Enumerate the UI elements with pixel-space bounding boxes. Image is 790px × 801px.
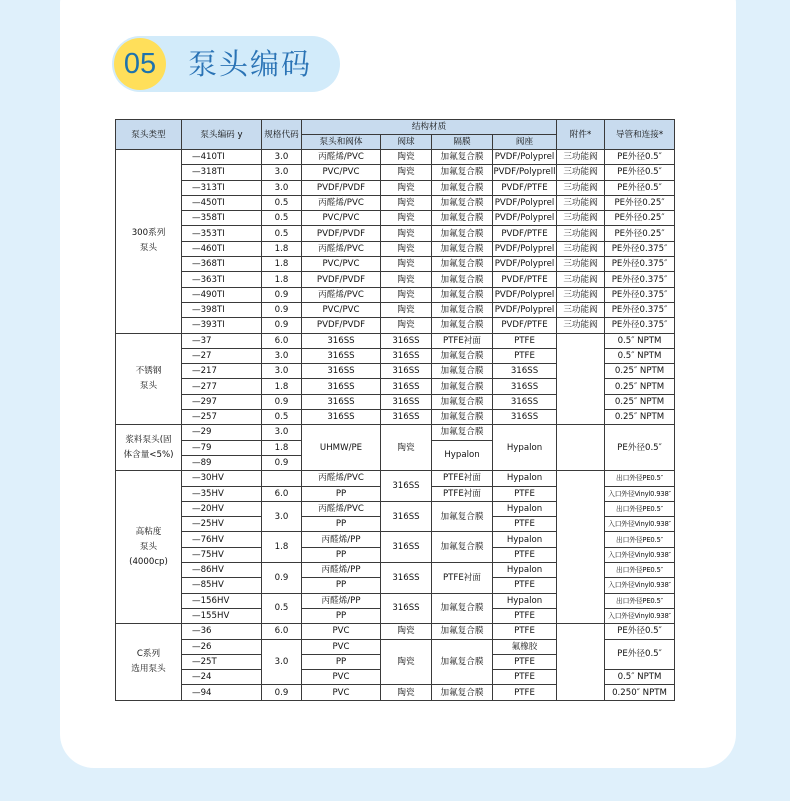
- spec-cell: 3.0: [262, 180, 302, 195]
- body-cell: PVDF/PVDF: [302, 318, 381, 333]
- body-cell: PVC: [302, 624, 381, 639]
- accessory-cell: 三功能阀: [557, 257, 605, 272]
- spec-cell: 6.0: [262, 624, 302, 639]
- table-row: [116, 211, 675, 226]
- connection-cell: 出口外径PE0.5″: [605, 501, 675, 516]
- seat-cell: PTFE: [493, 608, 557, 623]
- body-cell: 丙醛烯/PVC: [302, 241, 381, 256]
- connection-cell: 0.25″ NPTM: [605, 394, 675, 409]
- ball-cell: 陶瓷: [381, 257, 432, 272]
- ball-cell: 陶瓷: [381, 195, 432, 210]
- code-cell: —217: [182, 364, 262, 379]
- body-cell: PP: [302, 654, 381, 669]
- connection-cell: 出口外径PE0.5″: [605, 593, 675, 608]
- seat-cell: PVDF/PTFE: [493, 226, 557, 241]
- ball-cell: 陶瓷: [381, 241, 432, 256]
- code-cell: —37: [182, 333, 262, 348]
- seat-cell: Hypalon: [493, 471, 557, 486]
- code-cell: —368TI: [182, 257, 262, 272]
- code-cell: —156HV: [182, 593, 262, 608]
- code-cell: —86HV: [182, 563, 262, 578]
- seat-cell: 316SS: [493, 394, 557, 409]
- code-cell: —94: [182, 685, 262, 700]
- code-cell: —26: [182, 639, 262, 654]
- body-cell: 丙醛烯/PP: [302, 563, 381, 578]
- seat-cell: PVDF/Polyprel: [493, 150, 557, 165]
- connection-cell: PE外径0.375″: [605, 241, 675, 256]
- body-cell: PP: [302, 517, 381, 532]
- code-cell: —358TI: [182, 211, 262, 226]
- spec-cell: 1.8: [262, 257, 302, 272]
- connection-cell: 入口外径Vinyl0.938″: [605, 608, 675, 623]
- connection-cell: PE外径0.375″: [605, 318, 675, 333]
- seat-cell: PTFE: [493, 486, 557, 501]
- diaphragm-cell: 加氟复合膜: [432, 257, 493, 272]
- seat-cell: PTFE: [493, 578, 557, 593]
- code-cell: —29: [182, 425, 262, 440]
- seat-cell: 316SS: [493, 410, 557, 425]
- ball-cell: 陶瓷: [381, 226, 432, 241]
- seat-cell: Hypalon: [493, 425, 557, 471]
- table-row: [116, 272, 675, 287]
- seat-cell: PVDF/Polyprel: [493, 195, 557, 210]
- diaphragm-cell: PTFE衬面: [432, 486, 493, 501]
- header-ball: 阀球: [381, 135, 432, 150]
- code-cell: —36: [182, 624, 262, 639]
- diaphragm-cell: 加氟复合膜: [432, 532, 493, 563]
- code-cell: —318TI: [182, 165, 262, 180]
- seat-cell: PVDF/PTFE: [493, 180, 557, 195]
- code-cell: —398TI: [182, 302, 262, 317]
- code-cell: —410TI: [182, 150, 262, 165]
- connection-cell: 入口外径Vinyl0.938″: [605, 578, 675, 593]
- connection-cell: 0.5″ NPTM: [605, 670, 675, 685]
- connection-cell: PE外径0.5″: [605, 425, 675, 471]
- section-number-badge: 05: [114, 38, 166, 90]
- spec-cell: 0.9: [262, 318, 302, 333]
- table-body: [116, 150, 675, 701]
- table-header: [116, 120, 675, 150]
- connection-cell: 出口外径PE0.5″: [605, 471, 675, 486]
- spec-cell: 1.8: [262, 532, 302, 563]
- code-cell: —313TI: [182, 180, 262, 195]
- spec-cell: 6.0: [262, 486, 302, 501]
- body-cell: PVDF/PVDF: [302, 226, 381, 241]
- connection-cell: PE外径0.5″: [605, 639, 675, 670]
- diaphragm-cell: 加氟复合膜: [432, 211, 493, 226]
- connection-cell: 入口外径Vinyl0.938″: [605, 547, 675, 562]
- diaphragm-cell: 加氟复合膜: [432, 394, 493, 409]
- group-label: 浆料泵头(固 体含量<5%): [116, 425, 182, 471]
- header-structure-material: 结构材质: [302, 120, 557, 135]
- seat-cell: PVDF/Polyprel: [493, 302, 557, 317]
- table-row: [116, 333, 675, 348]
- body-cell: 丙醛烯/PVC: [302, 287, 381, 302]
- body-cell: 316SS: [302, 364, 381, 379]
- accessory-cell: 三功能阀: [557, 165, 605, 180]
- code-cell: —25T: [182, 654, 262, 669]
- table-row: [116, 257, 675, 272]
- body-cell: PP: [302, 608, 381, 623]
- accessory-cell: 三功能阀: [557, 226, 605, 241]
- seat-cell: PVDF/Polyprel: [493, 287, 557, 302]
- diaphragm-cell: 加氟复合膜: [432, 180, 493, 195]
- connection-cell: PE外径0.5″: [605, 180, 675, 195]
- accessory-cell: 三功能阀: [557, 302, 605, 317]
- code-cell: —363TI: [182, 272, 262, 287]
- code-cell: —277: [182, 379, 262, 394]
- header-tube-connection: 导管和连接*: [605, 120, 675, 150]
- connection-cell: 0.5″ NPTM: [605, 348, 675, 363]
- code-cell: —297: [182, 394, 262, 409]
- ball-cell: 316SS: [381, 532, 432, 563]
- diaphragm-cell: 加氟复合膜: [432, 195, 493, 210]
- table-row: [116, 150, 675, 165]
- table-row: [116, 226, 675, 241]
- body-cell: 丙醛烯/PVC: [302, 150, 381, 165]
- diaphragm-cell: 加氟复合膜: [432, 241, 493, 256]
- accessory-cell: [557, 471, 605, 624]
- body-cell: 316SS: [302, 379, 381, 394]
- connection-cell: PE外径0.25″: [605, 195, 675, 210]
- diaphragm-cell: 加氟复合膜: [432, 410, 493, 425]
- seat-cell: Hypalon: [493, 532, 557, 547]
- body-cell: PP: [302, 578, 381, 593]
- diaphragm-cell: 加氟复合膜: [432, 287, 493, 302]
- spec-cell: 3.0: [262, 425, 302, 440]
- spec-cell: 0.5: [262, 211, 302, 226]
- body-cell: 316SS: [302, 348, 381, 363]
- ball-cell: 316SS: [381, 501, 432, 532]
- connection-cell: 0.25″ NPTM: [605, 410, 675, 425]
- code-cell: —35HV: [182, 486, 262, 501]
- spec-cell: 0.5: [262, 593, 302, 624]
- diaphragm-cell: 加氟复合膜: [432, 150, 493, 165]
- connection-cell: 出口外径PE0.5″: [605, 532, 675, 547]
- table-row: [116, 302, 675, 317]
- body-cell: 丙醛烯/PP: [302, 593, 381, 608]
- ball-cell: 陶瓷: [381, 165, 432, 180]
- body-cell: PVC: [302, 685, 381, 700]
- header-seat: 阀座: [493, 135, 557, 150]
- connection-cell: 出口外径PE0.5″: [605, 563, 675, 578]
- table-row: [116, 624, 675, 639]
- ball-cell: 316SS: [381, 333, 432, 348]
- connection-cell: 入口外径Vinyl0.938″: [605, 486, 675, 501]
- ball-cell: 316SS: [381, 379, 432, 394]
- code-cell: —79: [182, 440, 262, 455]
- code-cell: —257: [182, 410, 262, 425]
- spec-cell: 3.0: [262, 150, 302, 165]
- connection-cell: PE外径0.375″: [605, 302, 675, 317]
- body-cell: 丙醛烯/PVC: [302, 471, 381, 486]
- connection-cell: PE外径0.375″: [605, 287, 675, 302]
- ball-cell: 陶瓷: [381, 211, 432, 226]
- ball-cell: 陶瓷: [381, 180, 432, 195]
- diaphragm-cell: 加氟复合膜: [432, 165, 493, 180]
- seat-cell: PTFE: [493, 670, 557, 685]
- table-row: [116, 195, 675, 210]
- connection-cell: PE外径0.5″: [605, 150, 675, 165]
- connection-cell: PE外径0.375″: [605, 257, 675, 272]
- diaphragm-cell: PTFE衬面: [432, 471, 493, 486]
- pump-head-code-table: [115, 119, 675, 701]
- accessory-cell: [557, 333, 605, 425]
- seat-cell: Hypalon: [493, 501, 557, 516]
- ball-cell: 316SS: [381, 348, 432, 363]
- seat-cell: PVDF/PTFE: [493, 318, 557, 333]
- diaphragm-cell: 加氟复合膜: [432, 226, 493, 241]
- seat-cell: PTFE: [493, 348, 557, 363]
- code-cell: —353TI: [182, 226, 262, 241]
- diaphragm-cell: 加氟复合膜: [432, 639, 493, 685]
- accessory-cell: 三功能阀: [557, 195, 605, 210]
- spec-cell: 0.9: [262, 394, 302, 409]
- body-cell: PVC/PVC: [302, 211, 381, 226]
- connection-cell: 0.25″ NPTM: [605, 379, 675, 394]
- accessory-cell: [557, 425, 605, 471]
- spec-cell: 3.0: [262, 364, 302, 379]
- body-cell: UHMW/PE: [302, 425, 381, 471]
- ball-cell: 陶瓷: [381, 318, 432, 333]
- group-label: C系列 选用泵头: [116, 624, 182, 700]
- diaphragm-cell: 加氟复合膜: [432, 348, 493, 363]
- seat-cell: 316SS: [493, 379, 557, 394]
- code-cell: —155HV: [182, 608, 262, 623]
- body-cell: PP: [302, 486, 381, 501]
- body-cell: 丙醛烯/PVC: [302, 195, 381, 210]
- spec-cell: 3.0: [262, 348, 302, 363]
- body-cell: 316SS: [302, 394, 381, 409]
- code-cell: —30HV: [182, 471, 262, 486]
- diaphragm-cell: 加氟复合膜: [432, 318, 493, 333]
- connection-cell: PE外径0.375″: [605, 272, 675, 287]
- seat-cell: PTFE: [493, 517, 557, 532]
- seat-cell: PTFE: [493, 624, 557, 639]
- connection-cell: PE外径0.5″: [605, 624, 675, 639]
- body-cell: 316SS: [302, 410, 381, 425]
- accessory-cell: 三功能阀: [557, 211, 605, 226]
- code-cell: —490TI: [182, 287, 262, 302]
- code-cell: —20HV: [182, 501, 262, 516]
- code-cell: —27: [182, 348, 262, 363]
- table-row: [116, 180, 675, 195]
- body-cell: PVDF/PVDF: [302, 272, 381, 287]
- ball-cell: 陶瓷: [381, 150, 432, 165]
- diaphragm-cell: PTFE衬面: [432, 563, 493, 594]
- accessory-cell: 三功能阀: [557, 150, 605, 165]
- spec-cell: 0.5: [262, 226, 302, 241]
- section-title: 泵头编码: [188, 47, 313, 81]
- table-row: [116, 471, 675, 486]
- spec-cell: 0.9: [262, 685, 302, 700]
- group-label: 300系列 泵头: [116, 150, 182, 334]
- connection-cell: PE外径0.5″: [605, 165, 675, 180]
- body-cell: 丙醛烯/PP: [302, 532, 381, 547]
- seat-cell: Hypalon: [493, 563, 557, 578]
- accessory-cell: 三功能阀: [557, 180, 605, 195]
- spec-cell: 0.5: [262, 195, 302, 210]
- table-row: [116, 241, 675, 256]
- code-cell: —89: [182, 455, 262, 470]
- code-cell: —24: [182, 670, 262, 685]
- spec-cell: 1.8: [262, 440, 302, 455]
- header-diaphragm: 隔膜: [432, 135, 493, 150]
- spec-cell: 0.9: [262, 563, 302, 594]
- code-cell: —460TI: [182, 241, 262, 256]
- ball-cell: 316SS: [381, 471, 432, 502]
- table-row: [116, 287, 675, 302]
- group-label: 高粘度 泵头 (4000cp): [116, 471, 182, 624]
- accessory-cell: 三功能阀: [557, 272, 605, 287]
- spec-cell: 0.9: [262, 287, 302, 302]
- body-cell: PP: [302, 547, 381, 562]
- diaphragm-cell: 加氟复合膜: [432, 379, 493, 394]
- seat-cell: PVDF/Polyprel: [493, 257, 557, 272]
- header-pump-code: 泵头编码 y: [182, 120, 262, 150]
- header-accessory: 附件*: [557, 120, 605, 150]
- seat-cell: PTFE: [493, 654, 557, 669]
- body-cell: PVC/PVC: [302, 257, 381, 272]
- connection-cell: PE外径0.25″: [605, 226, 675, 241]
- table-row: [116, 425, 675, 440]
- diaphragm-cell: 加氟复合膜: [432, 364, 493, 379]
- ball-cell: 陶瓷: [381, 425, 432, 471]
- seat-cell: PTFE: [493, 685, 557, 700]
- code-cell: —75HV: [182, 547, 262, 562]
- connection-cell: 0.25″ NPTM: [605, 364, 675, 379]
- header-pump-type: 泵头类型: [116, 120, 182, 150]
- seat-cell: PTFE: [493, 333, 557, 348]
- diaphragm-cell: Hypalon: [432, 440, 493, 471]
- diaphragm-cell: 加氟复合膜: [432, 501, 493, 532]
- code-cell: —450TI: [182, 195, 262, 210]
- seat-cell: PTFE: [493, 547, 557, 562]
- body-cell: PVDF/PVDF: [302, 180, 381, 195]
- connection-cell: 入口外径Vinyl0.938″: [605, 517, 675, 532]
- body-cell: PVC: [302, 639, 381, 654]
- spec-cell: [262, 471, 302, 486]
- spec-cell: 3.0: [262, 501, 302, 532]
- spec-cell: 1.8: [262, 379, 302, 394]
- diaphragm-cell: 加氟复合膜: [432, 302, 493, 317]
- seat-cell: PVDF/Polyprell: [493, 165, 557, 180]
- header-head-body: 泵头和阀体: [302, 135, 381, 150]
- seat-cell: 氟橡胶: [493, 639, 557, 654]
- spec-cell: 1.8: [262, 241, 302, 256]
- body-cell: 316SS: [302, 333, 381, 348]
- body-cell: 丙醛烯/PVC: [302, 501, 381, 516]
- ball-cell: 316SS: [381, 364, 432, 379]
- ball-cell: 316SS: [381, 593, 432, 624]
- diaphragm-cell: 加氟复合膜: [432, 593, 493, 624]
- diaphragm-cell: PTFE衬面: [432, 333, 493, 348]
- ball-cell: 陶瓷: [381, 287, 432, 302]
- seat-cell: 316SS: [493, 364, 557, 379]
- spec-cell: 1.8: [262, 272, 302, 287]
- spec-cell: 3.0: [262, 165, 302, 180]
- connection-cell: 0.250″ NPTM: [605, 685, 675, 700]
- accessory-cell: 三功能阀: [557, 287, 605, 302]
- code-cell: —25HV: [182, 517, 262, 532]
- connection-cell: 0.5″ NPTM: [605, 333, 675, 348]
- accessory-cell: 三功能阀: [557, 318, 605, 333]
- seat-cell: PVDF/PTFE: [493, 272, 557, 287]
- code-cell: —76HV: [182, 532, 262, 547]
- ball-cell: 316SS: [381, 410, 432, 425]
- spec-cell: 0.9: [262, 302, 302, 317]
- code-cell: —393TI: [182, 318, 262, 333]
- ball-cell: 陶瓷: [381, 272, 432, 287]
- body-cell: PVC/PVC: [302, 165, 381, 180]
- seat-cell: PVDF/Polyprel: [493, 211, 557, 226]
- table-row: [116, 318, 675, 333]
- accessory-cell: 三功能阀: [557, 241, 605, 256]
- ball-cell: 陶瓷: [381, 302, 432, 317]
- connection-cell: PE外径0.25″: [605, 211, 675, 226]
- code-cell: —85HV: [182, 578, 262, 593]
- seat-cell: PVDF/Polyprel: [493, 241, 557, 256]
- ball-cell: 316SS: [381, 563, 432, 594]
- body-cell: PVC: [302, 670, 381, 685]
- diaphragm-cell: 加氟复合膜: [432, 624, 493, 639]
- diaphragm-cell: 加氟复合膜: [432, 425, 493, 440]
- seat-cell: Hypalon: [493, 593, 557, 608]
- table-row: [116, 165, 675, 180]
- body-cell: PVC/PVC: [302, 302, 381, 317]
- ball-cell: 陶瓷: [381, 624, 432, 639]
- spec-cell: 3.0: [262, 639, 302, 685]
- ball-cell: 陶瓷: [381, 685, 432, 700]
- header-spec-code: 规格代码: [262, 120, 302, 150]
- accessory-cell: [557, 624, 605, 700]
- diaphragm-cell: 加氟复合膜: [432, 272, 493, 287]
- spec-cell: 0.9: [262, 455, 302, 470]
- diaphragm-cell: 加氟复合膜: [432, 685, 493, 700]
- spec-cell: 6.0: [262, 333, 302, 348]
- ball-cell: 陶瓷: [381, 639, 432, 685]
- ball-cell: 316SS: [381, 394, 432, 409]
- group-label: 不锈钢 泵头: [116, 333, 182, 425]
- spec-cell: 0.5: [262, 410, 302, 425]
